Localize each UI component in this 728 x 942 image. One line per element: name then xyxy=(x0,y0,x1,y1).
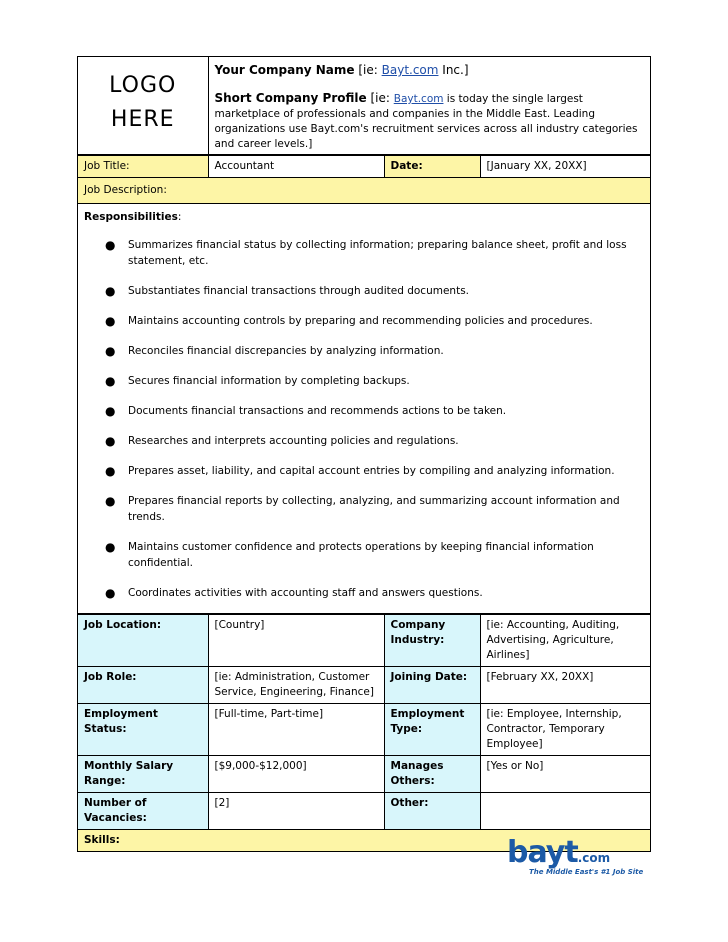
job-title-value: Accountant xyxy=(208,156,384,178)
employment-status-label: Employment Status: xyxy=(78,704,208,756)
bullet-icon: ● xyxy=(105,284,116,298)
responsibility-text: Secures financial information by completing backups. xyxy=(128,375,410,387)
joining-date-value: [February XX, 20XX] xyxy=(480,667,650,704)
responsibility-text: Prepares asset, liability, and capital account entries by compiling and analyzing information. xyxy=(128,465,615,477)
job-location-label: Job Location: xyxy=(78,615,208,667)
job-role-label: Job Role: xyxy=(78,667,208,704)
date-label: Date: xyxy=(384,156,480,178)
job-title-label: Job Title: xyxy=(78,156,208,178)
employment-type-value: [ie: Employee, Internship, Contractor, Temporary Employee] xyxy=(480,704,650,756)
company-name-link[interactable]: Bayt.com xyxy=(381,63,439,77)
company-profile xyxy=(215,91,645,152)
list-item xyxy=(84,403,644,419)
logo-placeholder xyxy=(78,57,208,155)
responsibility-text: Researches and interprets accounting policies and regulations. xyxy=(128,435,459,447)
job-description-form xyxy=(77,56,651,852)
company-name-post: Inc.] xyxy=(438,63,469,77)
bullet-icon: ● xyxy=(105,434,116,448)
salary-range-label: Monthly Salary Range: xyxy=(78,756,208,793)
list-item xyxy=(84,313,644,329)
bullet-icon: ● xyxy=(105,464,116,478)
list-item xyxy=(84,585,644,601)
vacancies-label: Number of Vacancies: xyxy=(78,793,208,830)
responsibility-text: Summarizes financial status by collecting information; preparing balance sheet, profit and loss statement, etc. xyxy=(128,239,627,267)
job-description-label: Job Description: xyxy=(78,178,650,204)
responsibilities-colon: : xyxy=(177,211,182,223)
profile-pre: [ie: xyxy=(366,91,394,105)
details-table xyxy=(78,614,650,851)
responsibility-text: Maintains accounting controls by preparing and recommending policies and procedures. xyxy=(128,315,593,327)
profile-text: is today the single largest marketplace of professionals and companies in the Middle East. Leading organizations use Bayt.com's recruitment services across all industry categories and career levels.] xyxy=(214,93,638,150)
job-role-value: [ie: Administration, Customer Service, Engineering, Finance] xyxy=(208,667,384,704)
logo-line-1: LOGO xyxy=(109,73,177,98)
responsibilities-list xyxy=(84,237,644,601)
bullet-icon: ● xyxy=(105,404,116,418)
list-item xyxy=(84,343,644,359)
responsibility-text: Prepares financial reports by collecting, analyzing, and summarizing account information and trends. xyxy=(128,495,620,523)
manages-others-value: [Yes or No] xyxy=(480,756,650,793)
logo-line-2: HERE xyxy=(110,107,175,132)
bayt-tagline: The Middle East's #1 Job Site xyxy=(529,868,644,876)
bullet-icon: ● xyxy=(105,540,116,554)
profile-label: Short Company Profile xyxy=(214,91,367,105)
responsibility-text: Coordinates activities with accounting staff and answers questions. xyxy=(128,587,483,599)
company-industry-value: [ie: Accounting, Auditing, Advertising, Agriculture, Airlines] xyxy=(480,615,650,667)
bullet-icon: ● xyxy=(105,586,116,600)
bullet-icon: ● xyxy=(105,374,116,388)
list-item xyxy=(84,283,644,299)
job-title-table xyxy=(78,155,650,614)
employment-type-label: Employment Type: xyxy=(384,704,480,756)
bullet-icon: ● xyxy=(105,344,116,358)
list-item xyxy=(84,539,644,571)
bullet-icon: ● xyxy=(105,494,116,508)
responsibility-text: Documents financial transactions and recommends actions to be taken. xyxy=(128,405,507,417)
company-name xyxy=(215,63,645,79)
profile-link[interactable]: Bayt.com xyxy=(393,93,444,105)
company-name-pre: [ie: xyxy=(354,63,382,77)
manages-others-label: Manages Others: xyxy=(384,756,480,793)
company-name-label: Your Company Name xyxy=(214,63,355,77)
list-item xyxy=(84,493,644,525)
job-location-value: [Country] xyxy=(208,615,384,667)
list-item xyxy=(84,373,644,389)
salary-range-value: [$9,000-$12,000] xyxy=(208,756,384,793)
responsibility-text: Reconciles financial discrepancies by analyzing information. xyxy=(128,345,444,357)
other-value xyxy=(480,793,650,830)
responsibility-text: Maintains customer confidence and protects operations by keeping financial information confidential. xyxy=(128,541,594,569)
list-item xyxy=(84,463,644,479)
header-table xyxy=(78,57,650,155)
company-industry-label: Company Industry: xyxy=(384,615,480,667)
joining-date-label: Joining Date: xyxy=(384,667,480,704)
list-item xyxy=(84,237,644,269)
employment-status-value: [Full-time, Part-time] xyxy=(208,704,384,756)
skills-label: Skills: xyxy=(78,830,650,852)
bullet-icon: ● xyxy=(105,314,116,328)
responsibility-text: Substantiates financial transactions through audited documents. xyxy=(128,285,470,297)
list-item xyxy=(84,433,644,449)
bayt-logo xyxy=(507,835,657,878)
bullet-icon: ● xyxy=(105,238,116,252)
company-info xyxy=(208,57,650,155)
bayt-wordmark: bayt xyxy=(507,835,578,870)
responsibilities-heading xyxy=(84,210,644,225)
date-value: [January XX, 20XX] xyxy=(480,156,650,178)
vacancies-value: [2] xyxy=(208,793,384,830)
responsibilities-label: Responsibilities xyxy=(84,211,178,223)
other-label: Other: xyxy=(384,793,480,830)
bayt-domain: .com xyxy=(577,851,611,865)
responsibilities-section xyxy=(78,204,650,614)
